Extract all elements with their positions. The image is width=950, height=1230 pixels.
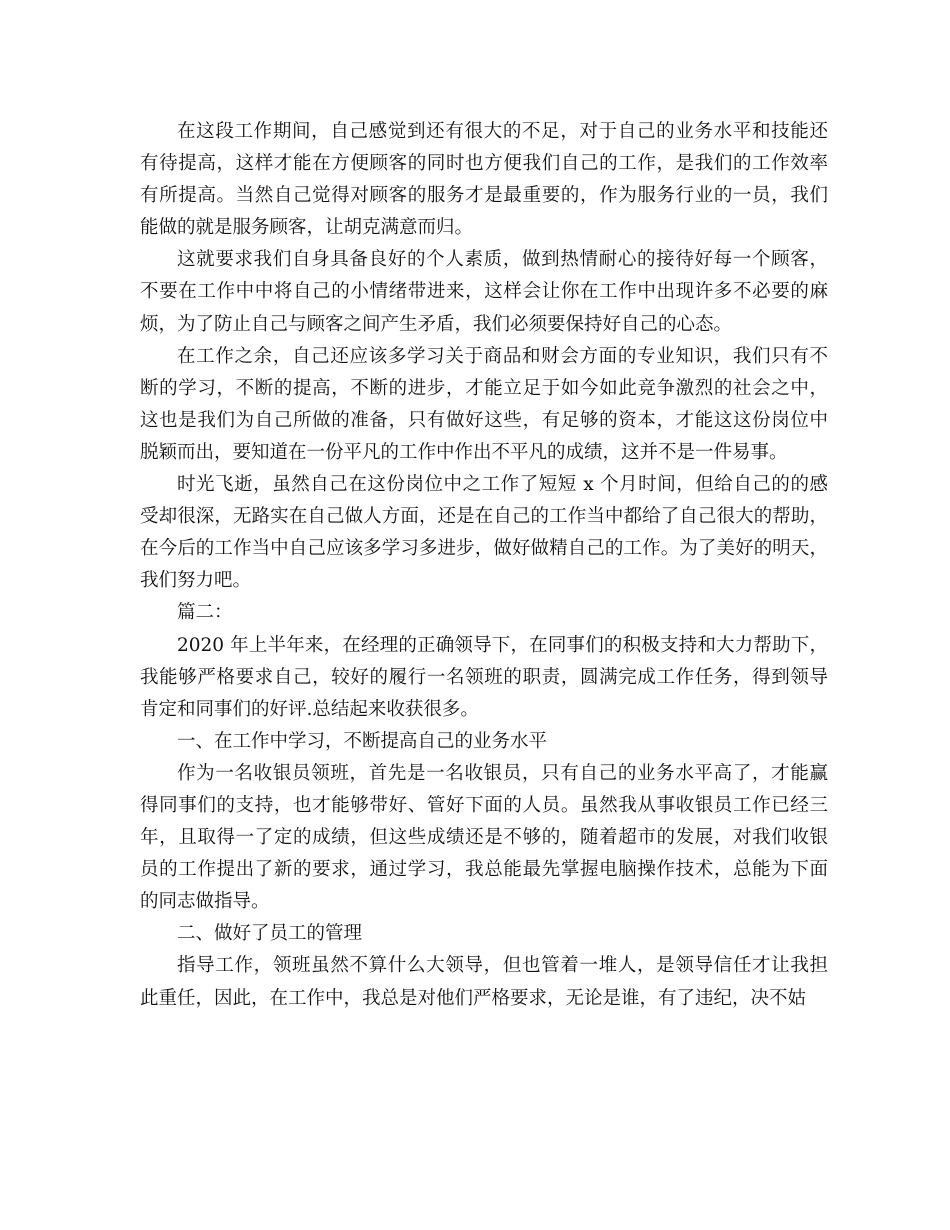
text-line: 断的学习，不断的提高，不断的进步，才能立足于如今如此竞争激烈的社会之中， bbox=[140, 377, 828, 399]
text-line: 得同事们的支持，也才能够带好、管好下面的人员。虽然我从事收银员工作已经三 bbox=[140, 794, 828, 816]
text-line: 2020 年上半年来，在经理的正确领导下，在同事们的积极支持和大力帮助下， bbox=[177, 634, 828, 656]
text-line: 在工作之余，自己还应该多学习关于商品和财会方面的专业知识，我们只有不 bbox=[177, 345, 828, 367]
paragraph bbox=[140, 597, 828, 629]
text-line: 一、在工作中学习，不断提高自己的业务水平 bbox=[177, 730, 548, 752]
text-line: 脱颖而出，要知道在一份平凡的工作中作出不平凡的成绩，这并不是一件易事。 bbox=[140, 441, 788, 463]
paragraph bbox=[140, 758, 828, 918]
text-line: 作为一名收银员领班，首先是一名收银员，只有自己的业务水平高了，才能赢 bbox=[177, 762, 828, 784]
text-line: 在这段工作期间，自己感觉到还有很大的不足，对于自己的业务水平和技能还 bbox=[177, 121, 828, 142]
text-line: 能做的就是服务顾客，让胡克满意而归。 bbox=[140, 217, 474, 239]
text-line: 时光飞逝，虽然自己在这份岗位中之工作了短短 x 个月时间，但给自己的的感 bbox=[177, 474, 828, 496]
text-line: 员的工作提出了新的要求，通过学习，我总能最先掌握电脑操作技术，总能为下面 bbox=[140, 859, 828, 881]
text-line: 烦，为了防止自己与顾客之间产生矛盾，我们必须要保持好自己的心态。 bbox=[140, 313, 733, 335]
paragraph bbox=[140, 726, 828, 758]
text-line: 受却很深，无路实在自己做人方面，还是在自己的工作当中都给了自己很大的帮助， bbox=[140, 506, 828, 528]
text-line: 这也是我们为自己所做的准备，只有做好这些，有足够的资本，才能这这份岗位中 bbox=[140, 409, 828, 431]
text-line: 指导工作，领班虽然不算什么大领导，但也管着一堆人，是领导信任才让我担 bbox=[177, 955, 828, 977]
text-line: 有所提高。当然自己觉得对顾客的服务才是最重要的，作为服务行业的一员，我们 bbox=[140, 185, 828, 207]
text-line: 年，且取得一了定的成绩，但这些成绩还是不够的，随着超市的发展，对我们收银 bbox=[140, 827, 828, 849]
text-line: 此重任，因此，在工作中，我总是对他们严格要求，无论是谁，有了违纪，决不姑 bbox=[140, 987, 807, 1009]
text-line: 二、做好了员工的管理 bbox=[177, 923, 363, 945]
paragraph bbox=[140, 630, 828, 726]
paragraph bbox=[140, 244, 828, 340]
paragraph bbox=[140, 918, 828, 950]
text-line: 肯定和同事们的好评.总结起来收获很多。 bbox=[140, 698, 479, 720]
text-line: 我能够严格要求自己，较好的履行一名领班的职责，圆满完成工作任务，得到领导 bbox=[140, 666, 828, 688]
text-line: 的同志做指导。 bbox=[140, 891, 270, 913]
document-page bbox=[140, 116, 828, 1015]
paragraph bbox=[140, 116, 828, 244]
text-line: 在今后的工作当中自己应该多学习多进步，做好做精自己的工作。为了美好的明天， bbox=[140, 538, 828, 560]
paragraph bbox=[140, 950, 828, 1014]
text-line: 这就要求我们自身具备良好的个人素质，做到热情耐心的接待好每一个顾客， bbox=[177, 249, 828, 271]
paragraph bbox=[140, 469, 828, 597]
paragraph bbox=[140, 341, 828, 469]
text-line: 篇二： bbox=[177, 602, 233, 624]
text-line: 有待提高，这样才能在方便顾客的同时也方便我们自己的工作，是我们的工作效率 bbox=[140, 153, 828, 175]
text-line: 不要在工作中中将自己的小情绪带进来，这样会让你在工作中出现许多不必要的麻 bbox=[140, 281, 828, 303]
text-line: 我们努力吧。 bbox=[140, 570, 252, 592]
